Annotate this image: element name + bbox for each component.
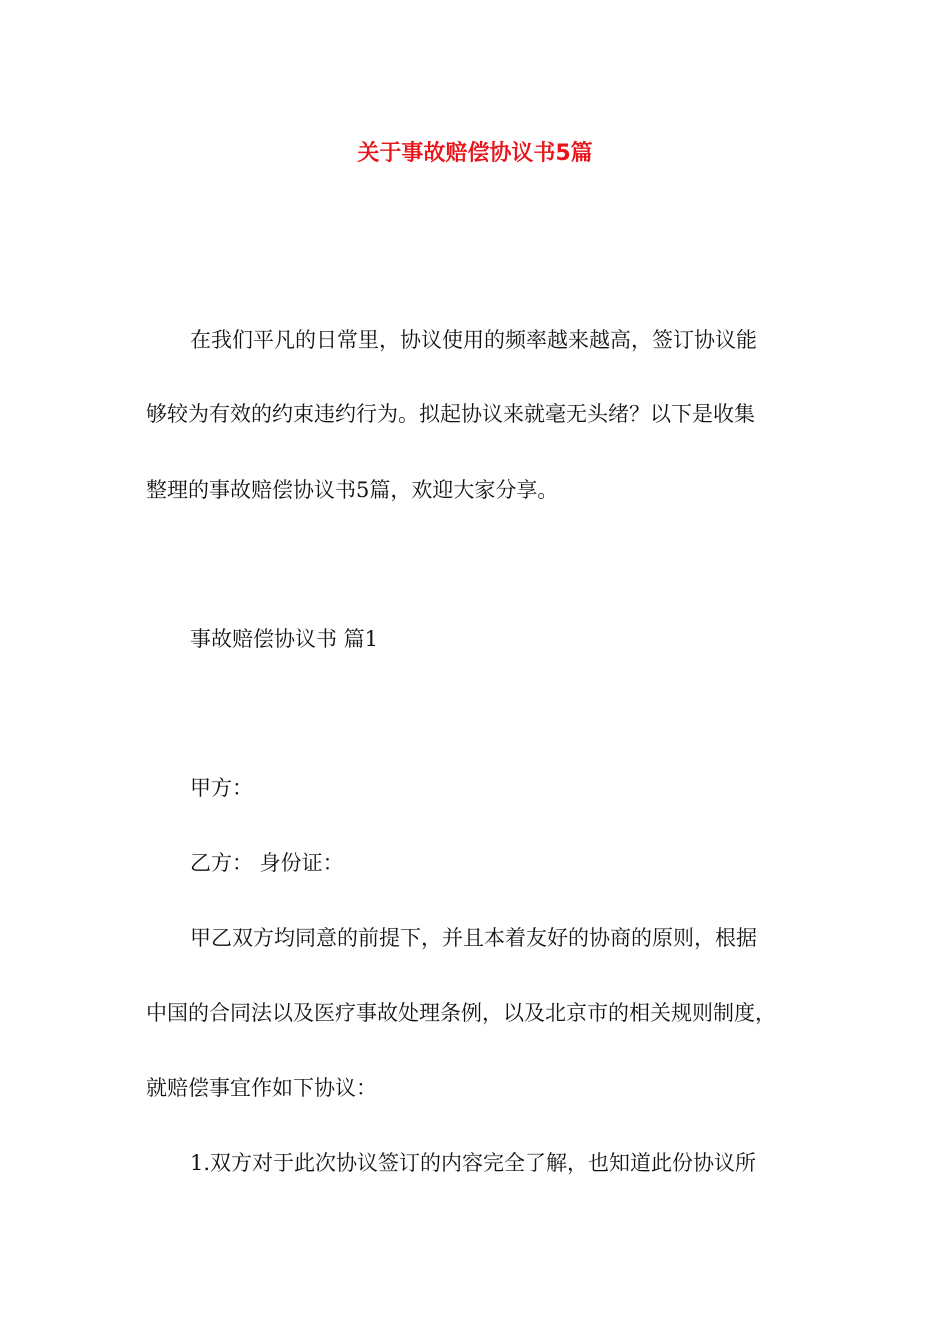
intro-line-2: 够较为有效的约束违约行为。拟起协议来就毫无头绪？以下是收集 bbox=[146, 402, 755, 426]
clause-1-line-1: 1.双方对于此次协议签订的内容完全了解，也知道此份协议所 bbox=[190, 1151, 757, 1175]
section-heading: 事故赔偿协议书 篇1 bbox=[190, 627, 379, 651]
party-a-label: 甲方： bbox=[190, 776, 253, 800]
intro-line-1: 在我们平凡的日常里，协议使用的频率越来越高，签订协议能 bbox=[190, 328, 757, 352]
party-b-label: 乙方： 身份证： bbox=[190, 851, 344, 875]
paragraph-1-line-3: 就赔偿事宜作如下协议： bbox=[146, 1076, 377, 1100]
document-title: 关于事故赔偿协议书5篇 bbox=[357, 141, 593, 166]
paragraph-1-line-2: 中国的合同法以及医疗事故处理条例，以及北京市的相关规则制度， bbox=[146, 1001, 776, 1025]
paragraph-1-line-1: 甲乙双方均同意的前提下，并且本着友好的协商的原则，根据 bbox=[190, 926, 757, 950]
intro-line-3: 整理的事故赔偿协议书5篇，欢迎大家分享。 bbox=[146, 478, 559, 502]
